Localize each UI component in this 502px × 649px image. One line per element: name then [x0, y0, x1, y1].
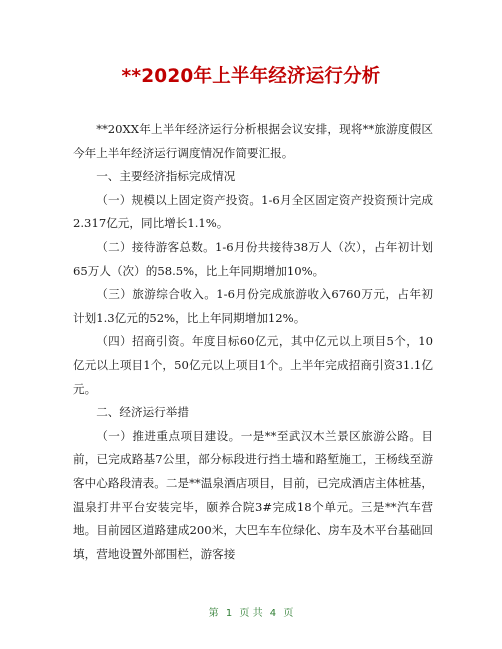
footer-page-number: 1: [225, 608, 233, 619]
paragraph-investment: （一）规模以上固定资产投资。1-6月全区固定资产投资预计完成2.317亿元，同比增长1.1%。: [73, 192, 433, 231]
footer-middle: 页 共: [239, 608, 263, 619]
paragraph-key-projects: （一）推进重点项目建设。一是**至武汉木兰景区旅游公路。目前，已完成路基7公里，部分标段进行挡土墙和路堑施工，王杨线至游客中心路段清表。二是**温泉酒店项目，目前，已完成酒店主体桩基，温泉打井平台安装完毕，颐养合院3#完成18个单元。三是**汽车营地。目前园区道路建成200米，大巴车车位绿化、房车及木平台基础回填，营地设置外部围栏，游客接: [73, 428, 433, 561]
footer-suffix: 页: [283, 608, 294, 619]
page-footer: [0, 604, 502, 619]
footer-total-pages: 4: [269, 608, 277, 619]
document-body: [73, 118, 433, 566]
intro-paragraph: **20XX年上半年经济运行分析根据会议安排，现将**旅游度假区今年上半年经济运行调度情况作简要汇报。: [73, 122, 433, 160]
paragraph-tourism-revenue: （三）旅游综合收入。1-6月份完成旅游收入6760万元，占年初计划1.3亿元的52%，比上年同期增加12%。: [73, 287, 433, 325]
document-title: **2020年上半年经济运行分析: [121, 66, 381, 87]
paragraph-investment-attraction: （四）招商引资。年度目标60亿元，其中亿元以上项目5个，10亿元以上项目1个，50亿元以上项目1个。上半年完成招商引资31.1亿元。: [73, 334, 433, 396]
footer-prefix: 第: [208, 608, 219, 619]
section-heading-2: 二、经济运行举措: [96, 405, 189, 420]
paragraph-visitors: （二）接待游客总数。1-6月份共接待38万人（次），占年初计划65万人（次）的58.5%，比上年同期增加10%。: [73, 239, 433, 278]
section-heading-1: 一、主要经济指标完成情况: [96, 169, 236, 184]
